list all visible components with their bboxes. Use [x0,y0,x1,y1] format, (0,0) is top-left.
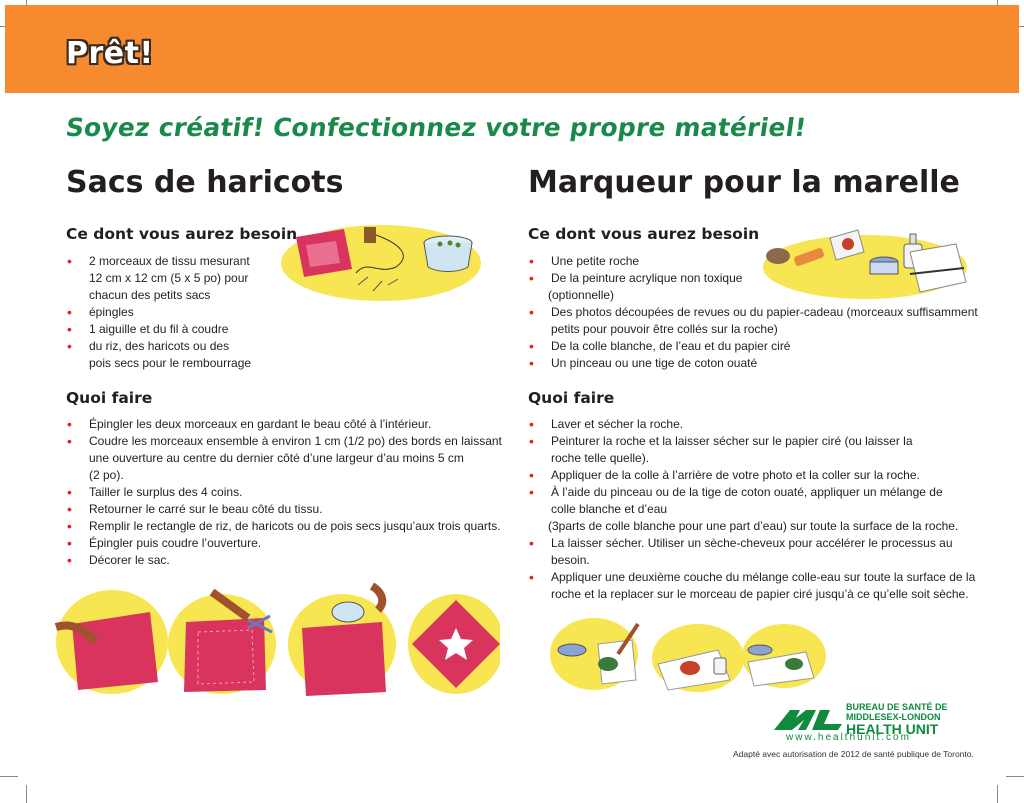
list-item: • Laver et sécher la roche. [528,416,975,433]
logo-line-2: MIDDLESEX-LONDON [846,712,941,722]
list-item: (2 po). [89,468,124,482]
headline: Soyez créatif! Confectionnez votre propre matériel! [63,113,809,142]
list-item: 12 cm x 12 cm (5 x 5 po) pour [89,271,249,285]
list-item: roche telle quelle). [551,451,650,465]
list-item: • Coudre les morceaux ensemble à environ 1 cm (1/2 po) des bords en laissant [66,433,502,450]
hopscotch-marker-title: Marqueur pour la marelle [528,165,960,200]
list-item: • 2 morceaux de tissu mesurant [66,253,251,270]
crop-mark [997,785,998,803]
list-item: • Décorer le sac. [66,552,502,569]
beanbag-steps-heading: Quoi faire [66,389,153,407]
health-unit-name [846,702,948,736]
list-item: • Une petite roche [528,253,978,270]
list-item: • Des photos découpées de revues ou du papier-cadeau (morceaux suffisamment [528,304,978,321]
marker-steps-illustration [548,614,828,694]
beanbag-steps-illustration [52,572,500,712]
beanbag-needs-list [66,253,251,372]
beanbag-supplies-illustration [278,215,484,305]
crop-mark [1006,776,1024,777]
list-item: • Un pinceau ou une tige de coton ouaté [528,355,978,372]
list-item: • Retourner le carré sur le beau côté du tissu. [66,501,502,518]
list-item: • Appliquer une deuxième couche du mélange colle-eau sur toute la surface de la [528,569,975,586]
list-item: • Remplir le rectangle de riz, de haricots ou de pois secs jusqu’aux trois quarts. [66,518,502,535]
list-item: roche et la replacer sur le morceau de papier ciré jusqu’à ce qu’elle soit sèche. [551,587,969,601]
list-item: • La laisser sécher. Utiliser un sèche-cheveux pour accélérer le processus au [528,535,975,552]
website-link[interactable]: www.healthunit.com [786,732,911,743]
list-item: colle blanche et d’eau [551,502,668,516]
list-item: • du riz, des haricots ou des [66,338,251,355]
marker-supplies-illustration [760,222,970,302]
marker-needs-heading: Ce dont vous aurez besoin [528,225,760,243]
list-item: • 1 aiguille et du fil à coudre [66,321,251,338]
beanbag-title: Sacs de haricots [66,165,344,200]
list-item: • épingles [66,304,251,321]
crop-mark [26,785,27,803]
list-item: • Tailler le surplus des 4 coins. [66,484,502,501]
marker-steps-heading: Quoi faire [528,389,615,407]
credit-note: Adapté avec autorisation de 2012 de santé publique de Toronto. [733,749,974,759]
list-item: petits pour pouvoir être collés sur la roche) [551,322,778,336]
list-item: • De la colle blanche, de l’eau et du papier ciré [528,338,978,355]
header-banner [5,5,1019,93]
list-item: • De la peinture acrylique non toxique [528,270,978,287]
list-item: • Peinturer la roche et la laisser sécher sur le papier ciré (ou laisser la [528,433,975,450]
list-item: chacun des petits sacs [89,288,211,302]
crop-mark [0,776,18,777]
list-item: (optionnelle) [548,288,615,302]
beanbag-needs-heading: Ce dont vous aurez besoin [66,225,298,243]
marker-steps-list [528,416,975,603]
logo-line-3: HEALTH UNIT [846,721,939,737]
list-item: besoin. [551,553,590,567]
logo-line-1: BUREAU DE SANTÉ DE [846,702,948,712]
list-item: (3parts de colle blanche pour une part d’eau) sur toute la surface de la roche. [548,519,959,533]
beanbag-steps-list [66,416,502,569]
list-item: pois secs pour le rembourrage [89,356,252,370]
list-item: une ouverture au centre du dernier côté d’une largeur d’au moins 5 cm [89,451,464,465]
list-item: • Épingler puis coudre l’ouverture. [66,535,502,552]
page-title: Prêt! [66,36,154,71]
list-item: • À l’aide du pinceau ou de la tige de coton ouaté, appliquer un mélange de [528,484,975,501]
list-item: • Appliquer de la colle à l’arrière de votre photo et la coller sur la roche. [528,467,975,484]
list-item: • Épingler les deux morceaux en gardant le beau côté à l’intérieur. [66,416,502,433]
